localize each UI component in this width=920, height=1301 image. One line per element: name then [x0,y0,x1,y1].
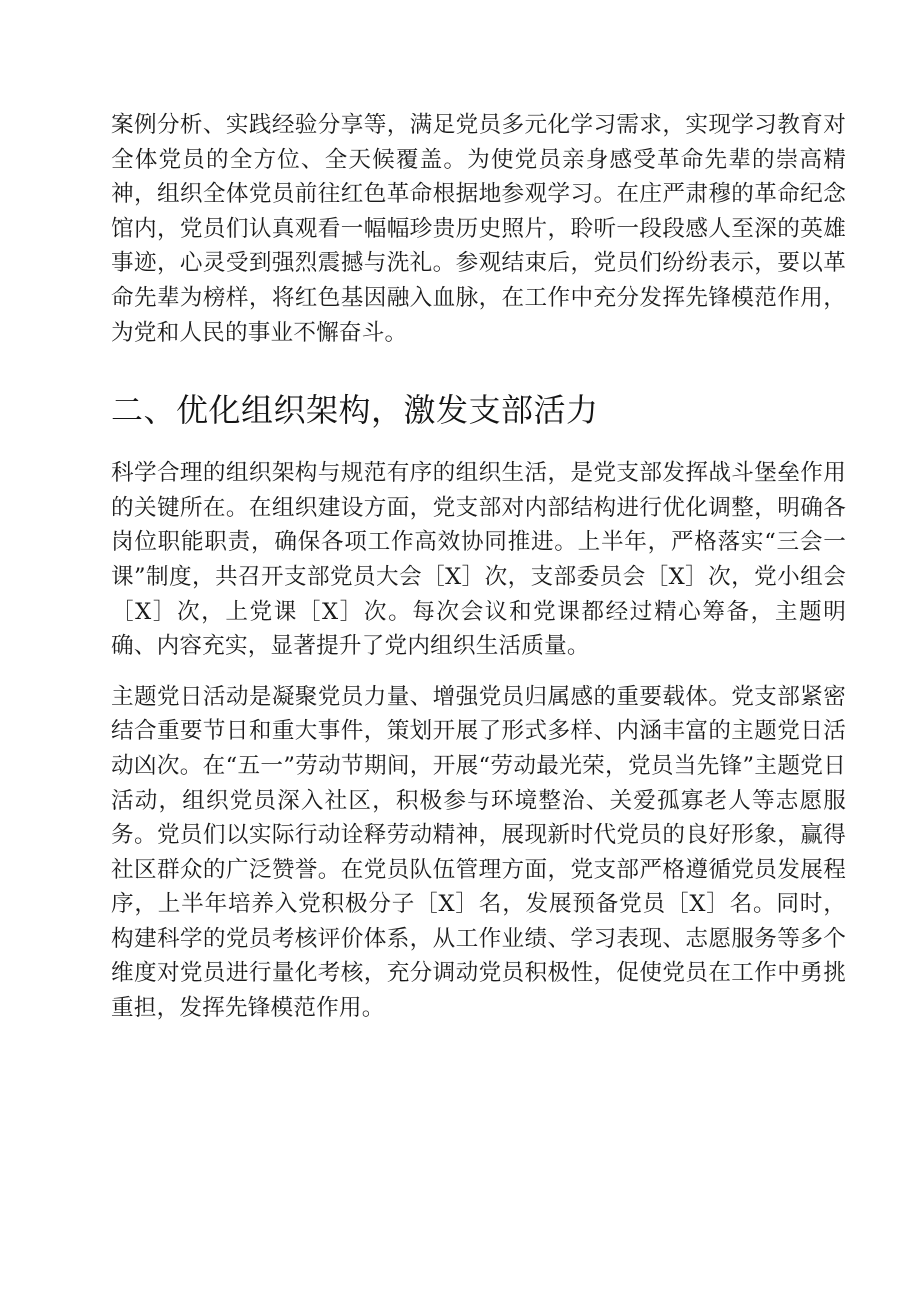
document-page [111,108,846,1026]
body-paragraph: 案例分析、实践经验分享等，满足党员多元化学习需求，实现学习教育对全体党员的全方位、全天候覆盖。为使党员亲身感受革命先辈的崇高精神，组织全体党员前往红色革命根据地参观学习。在庄严肃穆的革命纪念馆内，党员们认真观看一幅幅珍贵历史照片，聆听一段段感人至深的英雄事迹，心灵受到强烈震撼与洗礼。参观结束后，党员们纷纷表示，要以革命先辈为榜样，将红色基因融入血脉，在工作中充分发挥先锋模范作用，为党和人民的事业不懈奋斗。 [111,112,846,346]
section-heading: 二、优化组织架构，激发支部活力 [111,391,599,430]
body-paragraph: 主题党日活动是凝聚党员力量、增强党员归属感的重要载体。党支部紧密结合重要节日和重大事件，策划开展了形式多样、内涵丰富的主题党日活动凶次。在“五一”劳动节期间，开展“劳动最光荣，党员当先锋”主题党日活动，组织党员深入社区，积极参与环境整治、关爱孤寡老人等志愿服务。党员们以实际行动诠释劳动精神，展现新时代党员的良好形象，赢得社区群众的广泛赞誉。在党员队伍管理方面，党支部严格遵循党员发展程序，上半年培养入党积极分子［X］名，发展预备党员［X］名。同时，构建科学的党员考核评价体系，从工作业绩、学习表现、志愿服务等多个维度对党员进行量化考核，充分调动党员积极性，促使党员在工作中勇挑重担，发挥先锋模范作用。 [111,683,846,1022]
body-paragraph: 科学合理的组织架构与规范有序的组织生活，是党支部发挥战斗堡垒作用的关键所在。在组织建设方面，党支部对内部结构进行优化调整，明确各岗位职能职责，确保各项工作高效协同推进。上半年，严格落实“三会一课”制度，共召开支部党员大会［X］次，支部委员会［X］次，党小组会［X］次，上党课［X］次。每次会议和党课都经过精心筹备，主题明确、内容充实，显著提升了党内组织生活质量。 [111,460,846,660]
